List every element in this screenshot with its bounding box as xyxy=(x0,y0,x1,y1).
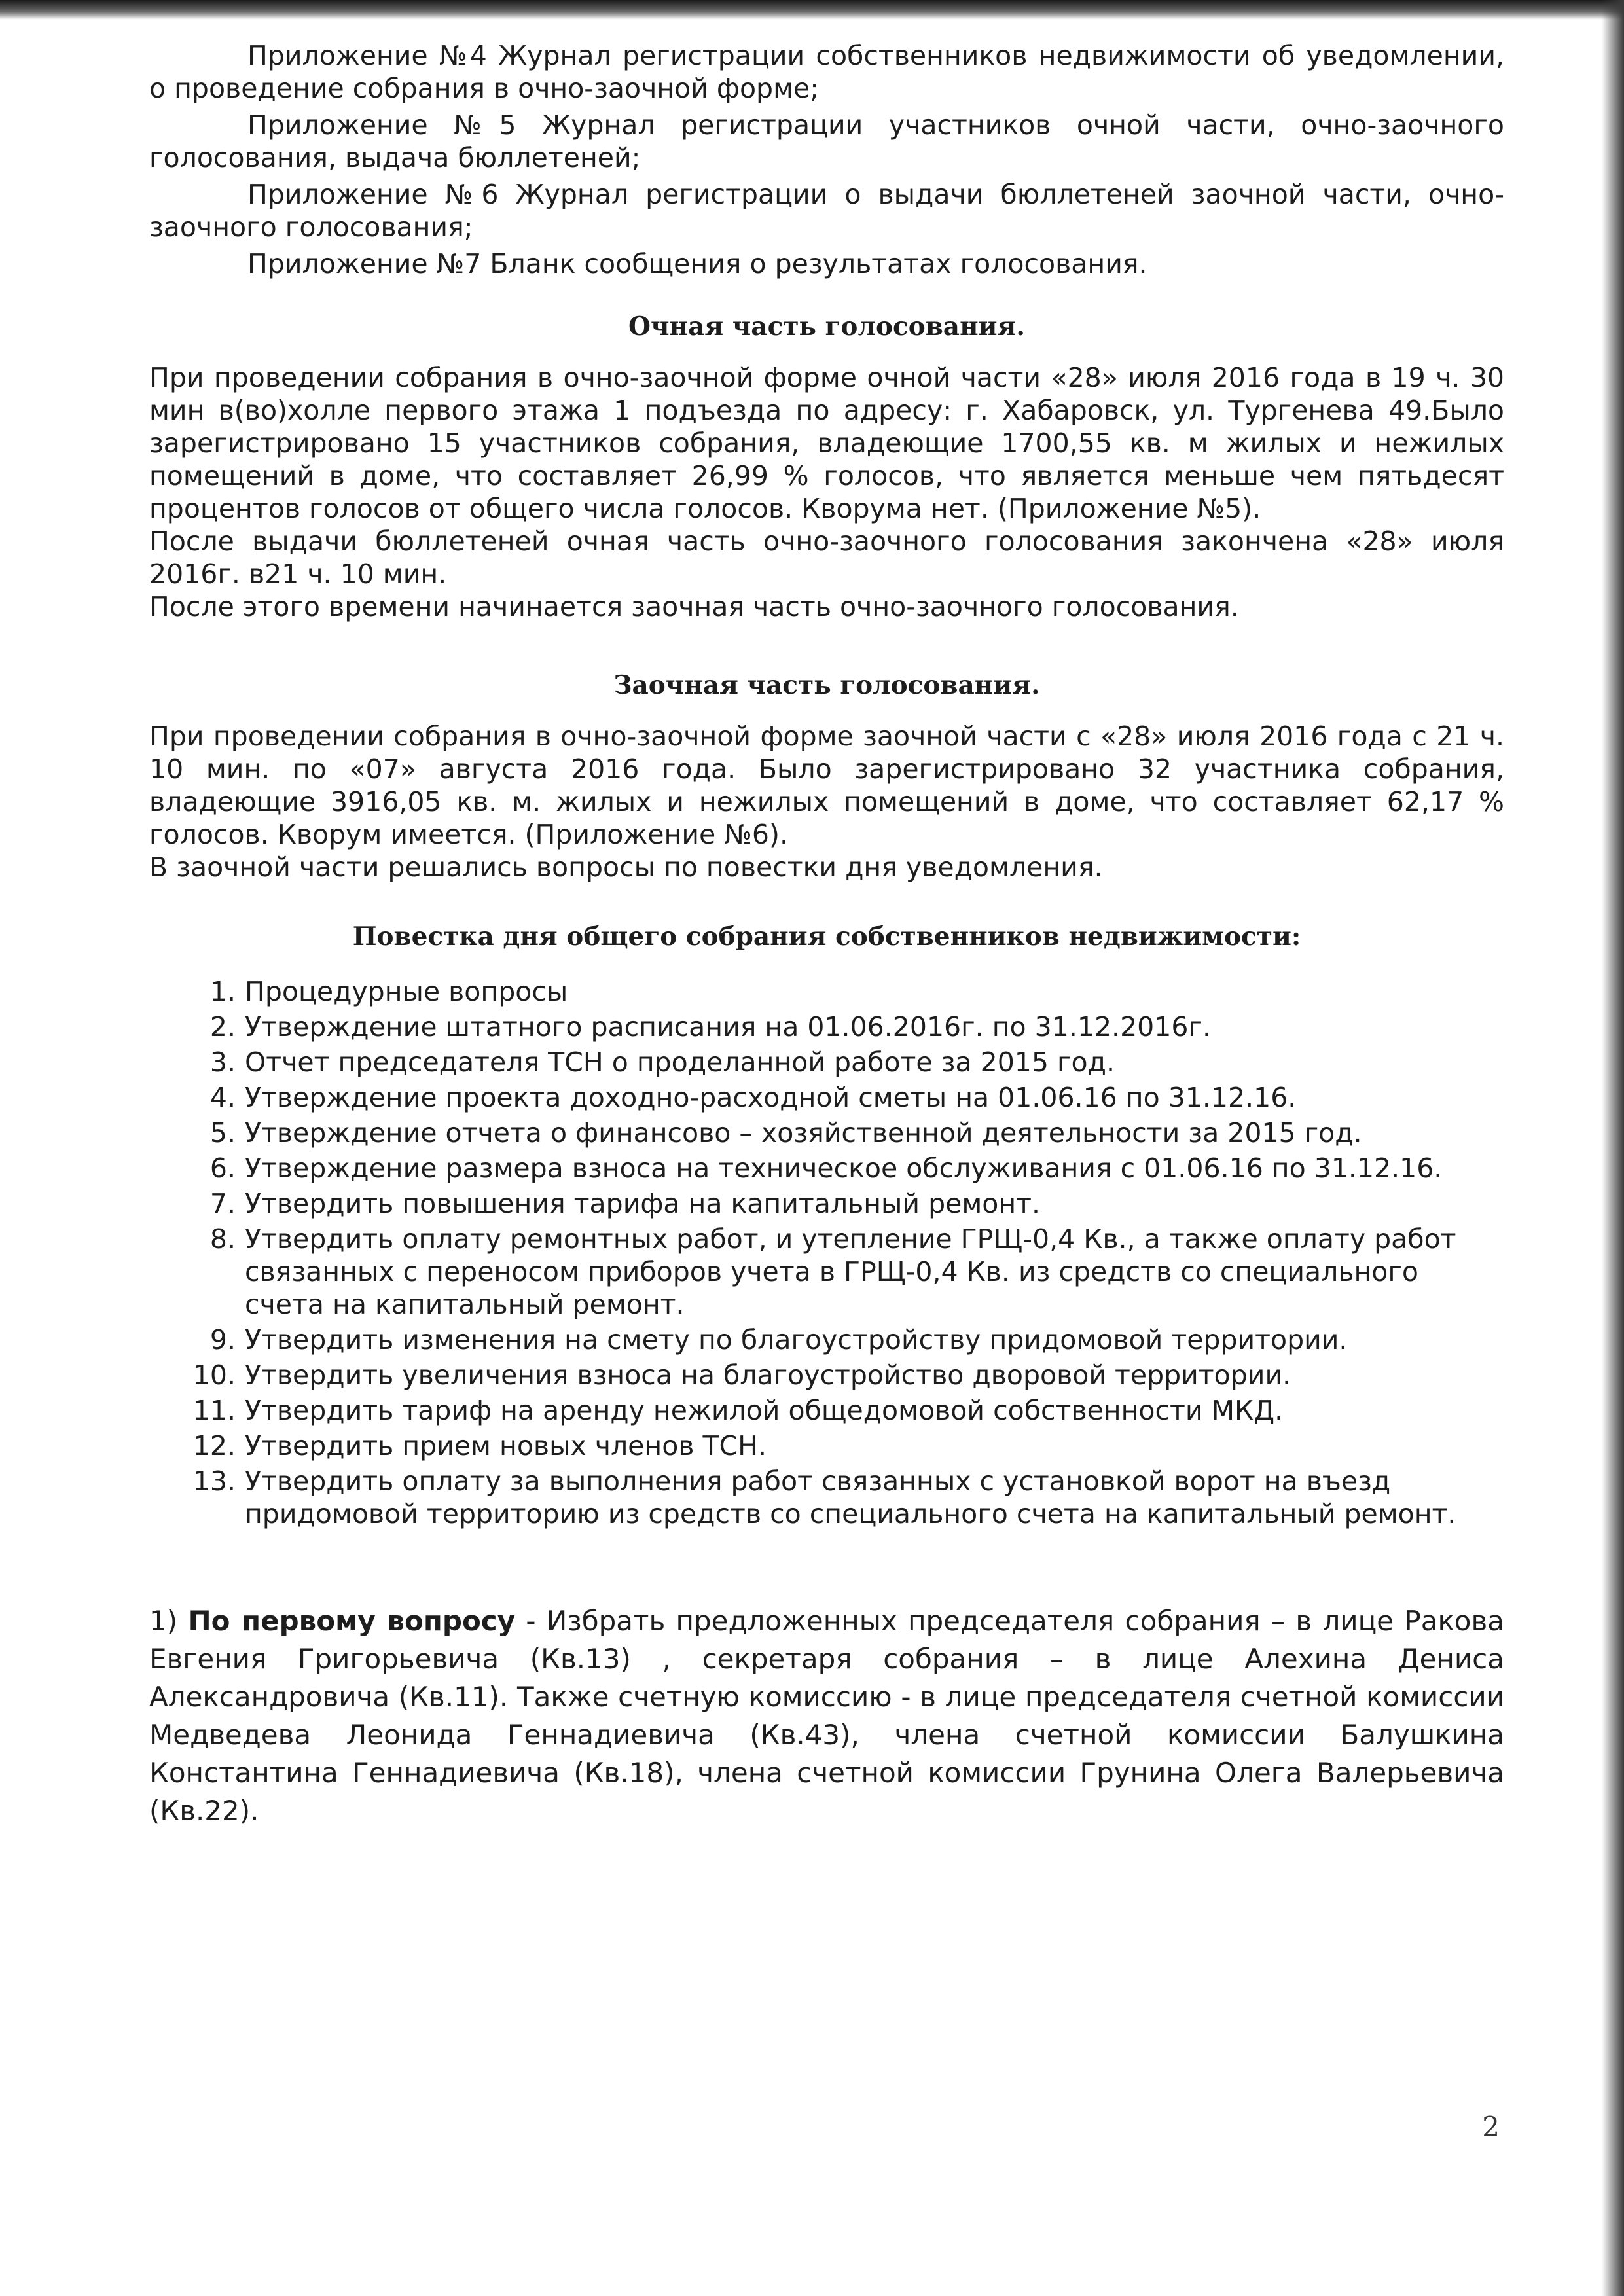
agenda-item-text: Утвердить прием новых членов ТСН. xyxy=(245,1430,767,1462)
agenda-item xyxy=(189,1187,1504,1220)
agenda-item-number: 13. xyxy=(192,1465,236,1497)
paragraph: При проведении собрания в очно-заочной форме заочной части с «28» июля 2016 года с 21 ч. 10 мин. по «07» августа 2016 года. Было зарегистрировано 32 участника собрания, владеющие 3916,05 кв. м. жилых и нежилых помещений в доме, что составляет 62,17 % голосов. Кворум имеется. (Приложение №6). xyxy=(149,721,1504,850)
agenda-item-number: 1. xyxy=(209,976,236,1007)
agenda-item-number: 6. xyxy=(209,1153,236,1184)
question-prefix: 1) xyxy=(149,1605,189,1637)
scan-top-edge xyxy=(0,0,1624,20)
agenda-item-text: Утвердить повышения тарифа на капитальный ремонт. xyxy=(245,1188,1041,1219)
agenda-item-text: Утверждение отчета о финансово – хозяйственной деятельности за 2015 год. xyxy=(245,1117,1362,1149)
agenda-item xyxy=(189,1465,1504,1530)
question-1-paragraph xyxy=(149,1602,1504,1830)
attachment-text: Приложение №4 Журнал регистрации собственников недвижимости об уведомлении, о проведение собрания в очно-заочной форме; xyxy=(149,40,1504,104)
agenda-item-number: 11. xyxy=(192,1395,236,1426)
agenda-item-text: Утвердить увеличения взноса на благоустройство дворовой территории. xyxy=(245,1359,1291,1391)
agenda-item xyxy=(189,1359,1504,1391)
question-heading: По первому вопросу xyxy=(188,1605,516,1637)
agenda-item xyxy=(189,975,1504,1008)
attachment-text: Приложение №5 Журнал регистрации участников очной части, очно-заочного голосования, выдача бюллетеней; xyxy=(149,109,1504,173)
agenda-item-text: Утвердить тариф на аренду нежилой общедомовой собственности МКД. xyxy=(245,1395,1284,1426)
agenda-item-number: 5. xyxy=(209,1117,236,1149)
agenda-item-text: Утверждение штатного расписания на 01.06.2016г. по 31.12.2016г. xyxy=(245,1011,1211,1043)
section-heading-zaochnaya: Заочная часть голосования. xyxy=(613,670,1040,700)
attachment-item xyxy=(149,247,1504,280)
section-heading-ochnaya: Очная часть голосования. xyxy=(628,312,1025,342)
agenda-item-text: Утвердить оплату ремонтных работ, и утепление ГРЩ-0,4 Кв., а также оплату работ связанных с переносом приборов учета в ГРЩ-0,4 Кв. из средств со специального счета на капитальный ремонт. xyxy=(245,1223,1456,1320)
agenda-item xyxy=(189,1117,1504,1149)
agenda-item xyxy=(189,1011,1504,1043)
attachment-text: Приложение №6 Журнал регистрации о выдачи бюллетеней заочной части, очно-заочного голосования; xyxy=(149,179,1504,243)
agenda-item-text: Утверждение размера взноса на техническое обслуживания с 01.06.16 по 31.12.16. xyxy=(245,1153,1443,1184)
paragraph: После этого времени начинается заочная часть очно-заочного голосования. xyxy=(149,591,1239,622)
agenda-item-number: 10. xyxy=(192,1359,236,1391)
paragraph: В заочной части решались вопросы по повестки дня уведомления. xyxy=(149,852,1103,883)
agenda-item-number: 12. xyxy=(192,1430,236,1462)
agenda-item xyxy=(189,1081,1504,1114)
agenda-item xyxy=(189,1429,1504,1462)
agenda-item xyxy=(189,1223,1504,1321)
agenda-item-text: Утверждение проекта доходно-расходной сметы на 01.06.16 по 31.12.16. xyxy=(245,1082,1297,1113)
agenda-item-number: 9. xyxy=(209,1324,236,1355)
agenda-item-number: 2. xyxy=(209,1011,236,1043)
agenda-item-text: Процедурные вопросы xyxy=(245,976,568,1007)
zaochnaya-section xyxy=(149,720,1504,884)
attachment-item xyxy=(149,39,1504,105)
document-page xyxy=(149,39,1504,1830)
page-number: 2 xyxy=(1482,2111,1500,2143)
paragraph: После выдачи бюллетеней очная часть очно-заочного голосования закончена «28» июля 2016г. в21 ч. 10 мин. xyxy=(149,526,1504,590)
scan-right-edge xyxy=(1602,0,1624,2296)
agenda-item-text: Утвердить изменения на смету по благоустройству придомовой территории. xyxy=(245,1324,1348,1355)
attachment-text: Приложение №7 Бланк сообщения о результатах голосования. xyxy=(247,248,1147,279)
agenda-item xyxy=(189,1394,1504,1427)
section-heading-agenda: Повестка дня общего собрания собственников недвижимости: xyxy=(352,922,1301,952)
attachments-list xyxy=(149,39,1504,280)
agenda-item-number: 3. xyxy=(209,1047,236,1078)
question-text: - Избрать предложенных председателя собрания – в лице Ракова Евгения Григорьевича (Кв.13) , секретаря собрания – в лице Алехина Дениса Александровича (Кв.11). Также счетную комиссию - в лице председателя счетной комиссии Медведева Леонида Геннадиевича (Кв.43), члена счетной комиссии Балушкина Константина Геннадиевича (Кв.18), члена счетной комиссии Грунина Олега Валерьевича (Кв.22). xyxy=(149,1605,1504,1827)
agenda-item-number: 4. xyxy=(209,1082,236,1113)
agenda-item xyxy=(189,1046,1504,1079)
attachment-item xyxy=(149,109,1504,174)
agenda-item xyxy=(189,1152,1504,1185)
attachment-item xyxy=(149,178,1504,243)
ochnaya-section xyxy=(149,361,1504,623)
agenda-item xyxy=(189,1323,1504,1356)
agenda-list xyxy=(149,975,1504,1530)
agenda-item-number: 8. xyxy=(209,1223,236,1255)
agenda-item-text: Утвердить оплату за выполнения работ связанных с установкой ворот на въезд придомовой территорию из средств со специального счета на капитальный ремонт. xyxy=(245,1465,1456,1530)
agenda-item-number: 7. xyxy=(209,1188,236,1219)
agenda-item-text: Отчет председателя ТСН о проделанной работе за 2015 год. xyxy=(245,1047,1115,1078)
paragraph: При проведении собрания в очно-заочной форме очной части «28» июля 2016 года в 19 ч. 30 мин в(во)холле первого этажа 1 подъезда по адресу: г. Хабаровск, ул. Тургенева 49.Было зарегистрировано 15 участников собрания, владеющие 1700,55 кв. м жилых и нежилых помещений в доме, что составляет 26,99 % голосов, что является меньше чем пятьдесят процентов голосов от общего числа голосов. Кворума нет. (Приложение №5). xyxy=(149,362,1504,524)
